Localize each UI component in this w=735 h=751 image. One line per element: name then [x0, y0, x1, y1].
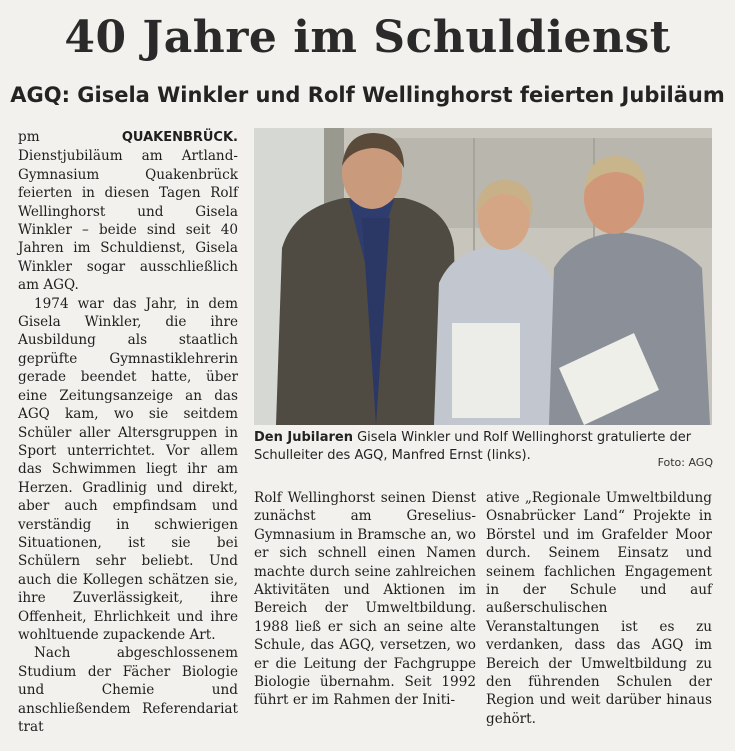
- article-paragraph-4: Rolf Wellinghorst seinen Dienst zunächst am Greselius-Gymnasium in Bramsche an, wo er sich schnell einen Namen machte durch seine zahlreichen Aktivitäten und Aktionen im Bereich der Umweltbildung. 1988 ließ er sich an seine alte Schule, das AGQ, versetzen, wo er die Leitung der Fachgruppe Biologie übernahm. Seit 1992 führt er im Rahmen der Initi-: [254, 490, 476, 709]
- article-column-3: [486, 489, 712, 728]
- article-paragraph-1: [18, 128, 238, 295]
- article-column-2: [254, 489, 476, 710]
- byline: pm: [18, 129, 40, 145]
- article-photo: [254, 128, 712, 425]
- photo-caption: [254, 429, 718, 464]
- caption-text: Gisela Winkler und Rolf Wellinghorst gratulierte der Schulleiter des AGQ, Manfred Ernst (links).: [254, 430, 692, 463]
- caption-lead: Den Jubilaren: [254, 430, 353, 445]
- certificate-left: [452, 323, 520, 418]
- dateline: QUAKENBRÜCK.: [121, 130, 238, 145]
- photo-illustration: [254, 128, 712, 425]
- article-paragraph-3: Nach abgeschlossenem Studium der Fächer Biologie und Chemie und anschließendem Referendariat trat: [18, 645, 238, 735]
- article-paragraph-2: 1974 war das Jahr, in dem Gisela Winkler, die ihre Ausbildung als staatlich geprüfte Gymnastiklehrerin gerade beendet hatte, über eine Zeitungsanzeige an das AGQ kam, wo sie seitdem Schüler aller Altersgruppen in Sport unterrichtet. Vor allem das Schwimmen liegt ihr am Herzen. Gradlinig und direkt, aber auch empfindsam und verständig in schwierigen Situationen, ist sie bei Schülern sehr beliebt. Und auch die Kollegen schätzen sie, ihre Zuverlässigkeit, ihre Offenheit, Ehrlichkeit und ihre wohltuende zupackende Art.: [18, 295, 238, 643]
- article-column-1: [18, 128, 238, 736]
- paragraph-text: Dienstjubiläum am Artland-Gymnasium Quakenbrück feierten in diesen Tagen Rolf Wellinghorst und Gisela Winkler – beide sind seit 40 Jahren im Schuldienst, Gisela Winkler sogar ausschließlich am AGQ.: [18, 148, 238, 294]
- photo-credit: Foto: AGQ: [657, 456, 713, 469]
- subheadline: AGQ: Gisela Winkler und Rolf Wellinghorst feierten Jubiläum: [10, 83, 725, 107]
- headline: 40 Jahre im Schuldienst: [64, 12, 671, 63]
- article-paragraph-5: ative „Regionale Umweltbildung Osnabrücker Land“ Projekte in Börstel und im Grafelder Moor durch. Seinem Einsatz und seinem fachlichen Engagement in der Schule und auf außerschulischen Veranstaltungen ist es zu verdanken, dass das AGQ im Bereich der Umweltbildung zu den führenden Schulen der Region und weit darüber hinaus gehört.: [486, 490, 712, 727]
